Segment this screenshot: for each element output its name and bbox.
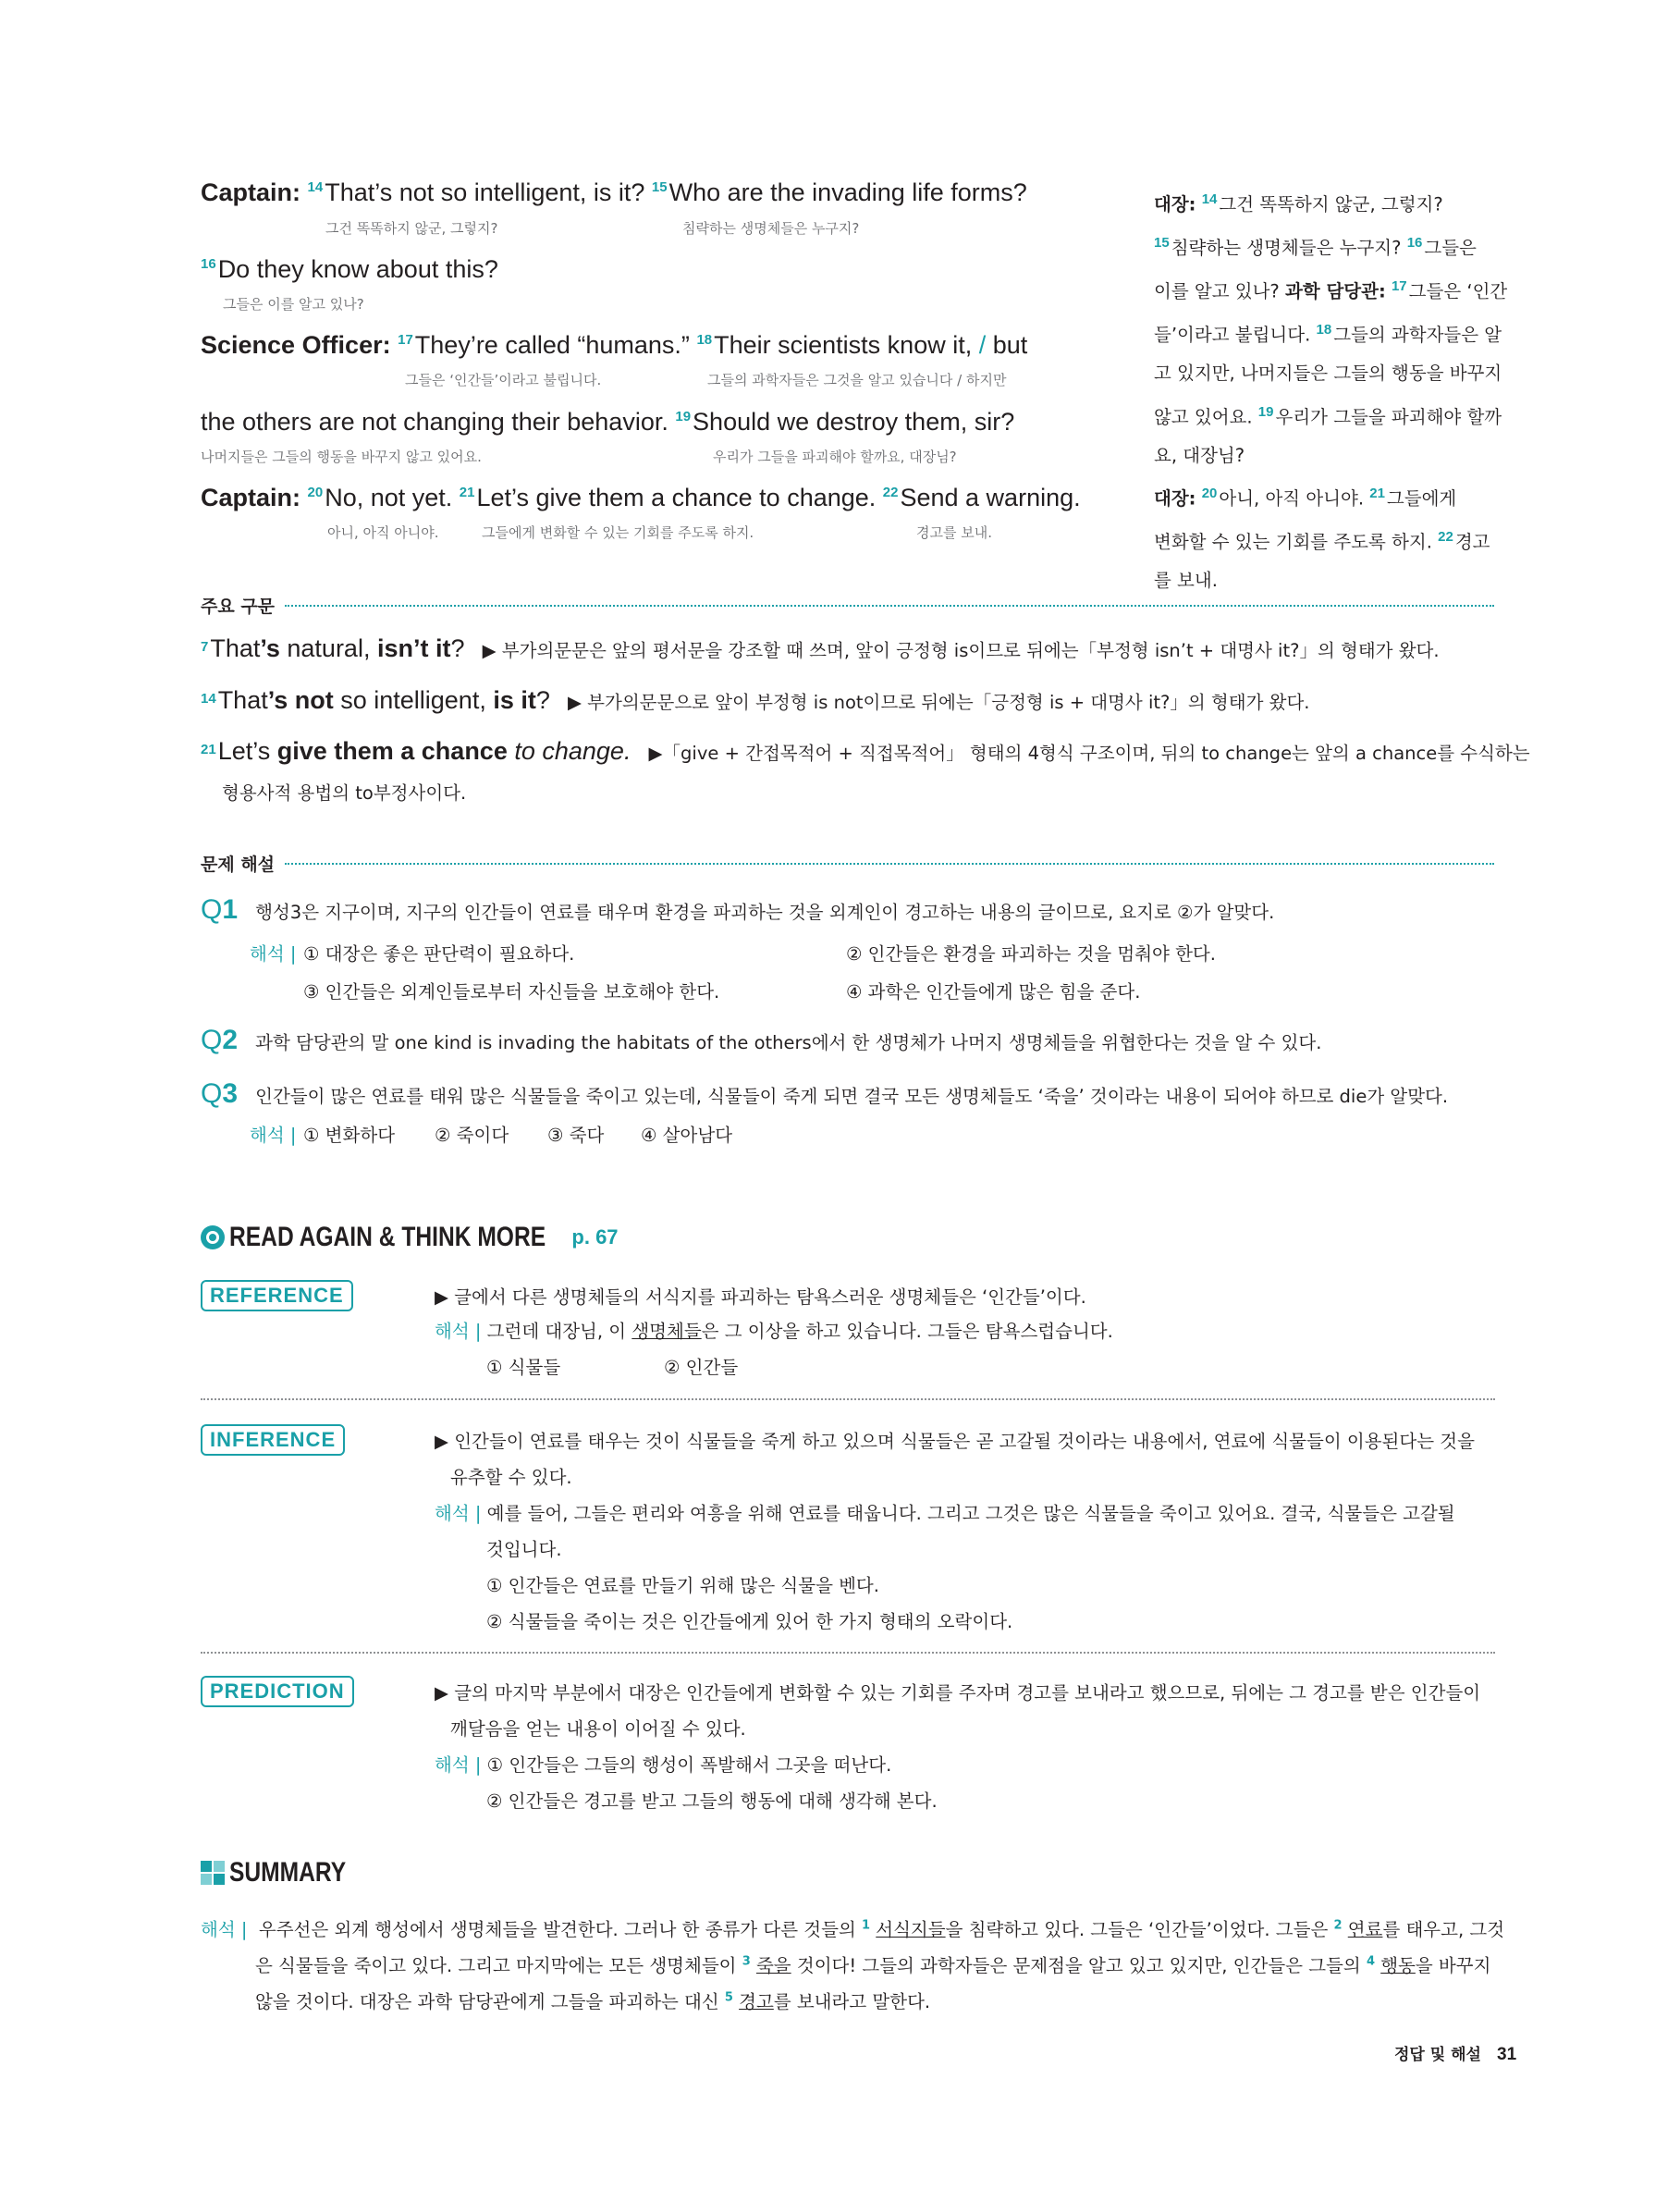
dialogue-sentence: Who are the invading life forms? (668, 178, 1027, 206)
question-label: Q1 (201, 894, 239, 925)
question-explanation: 인간들이 많은 연료를 태워 많은 식물들을 죽이고 있는데, 식물들이 죽게 되면 결국 모든 생명체들도 ‘죽을’ 것이라는 내용이 되어야 하므로 die가 알맞다. (255, 1086, 1449, 1107)
grammar-sentence: That’s not so intelligent, is it? (217, 686, 550, 714)
option-4: ④ 살아남다 (641, 1125, 733, 1146)
dialogue-gloss: 침략하는 생명체들은 누구지? (682, 220, 860, 237)
summary-line-3: 않을 것이다. 대장은 과학 담당관에게 그들을 파괴하는 대신 $^5$ 경고를 보내라고 말한다. (255, 1990, 931, 2012)
grammar-note: ▶ 부가의문문은 앞의 평서문을 강조할 때 쓰며, 앞이 긍정형 is이므로 뒤에는「부정형 isn’t + 대명사 it?」의 형태가 왔다. (482, 640, 1440, 661)
grammar-item-1 (201, 634, 1440, 663)
summary-title: SUMMARY (229, 1857, 347, 1888)
dialogue-sentence: Let’s give them a chance to change. (476, 484, 877, 511)
question-1 (201, 894, 1274, 926)
sentence-number: 15 (651, 179, 668, 195)
translation-line: 않고 있어요. $^{19}$ 우리가 그들을 파괴해야 할까 (1154, 403, 1502, 427)
sentence-number: 19 (675, 409, 692, 424)
full-translation (1154, 180, 1524, 600)
dialogue-gloss: 나머지들은 그들의 행동을 바꾸지 않고 있어요. (201, 449, 482, 465)
dialogue-sentence: but (992, 331, 1028, 359)
grammar-note: ▶ 부가의문문으로 앞이 부정형 is not이므로 뒤에는「긍정형 is + 대명사 it?」의 형태가 왔다. (567, 692, 1310, 713)
translation-line: 고 있지만, 나머지들은 그들의 행동을 바꾸지 (1154, 363, 1502, 384)
summary-line-1: 해석 | 우주선은 외계 행성에서 생명체들을 발견한다. 그러나 한 종류가 다른 것들의 $^1$ 서식지들을 침략하고 있다. 그들은 ‘인간들’이었다. 그들은 $^2$ 연료를 태우고, 그것 (201, 1918, 1505, 1940)
option-2: ② 인간들은 환경을 파괴하는 것을 멈춰야 한다. (846, 943, 1216, 965)
grammar-note-cont: 형용사적 용법의 to부정사이다. (222, 782, 467, 804)
slash-mark: / (978, 331, 987, 359)
grammar-heading: 주요 구문 (201, 597, 276, 617)
read-again-header (201, 1222, 619, 1253)
dialogue-line-3 (201, 331, 1027, 360)
sentence-number: 18 (696, 332, 713, 348)
sentence-number: 17 (398, 332, 413, 348)
translation-label: 해석 | (250, 1125, 297, 1146)
dialogue-sentence: No, not yet. (325, 484, 453, 511)
dialogue-gloss: 그들은 이를 알고 있나? (223, 296, 364, 313)
sentence-number: 16 (201, 256, 216, 272)
dialogue-gloss: 그건 똑똑하지 않군, 그렇지? (325, 220, 498, 237)
option-2: ② 식물들을 죽이는 것은 인간들에게 있어 한 가지 형태의 오락이다. (486, 1611, 1013, 1632)
grammar-sentence: Let’s give them a chance to change. (217, 737, 632, 765)
dialogue-line-4 (201, 408, 1014, 437)
reference-translation: 해석 | 그런데 대장님, 이 생명체들은 그 이상을 하고 있습니다. 그들은 탐욕스럽습니다. (435, 1321, 1113, 1342)
translation-line: 요, 대장님? (1154, 444, 1245, 466)
inference-label: INFERENCE (201, 1424, 345, 1456)
sentence-number: 22 (882, 485, 899, 500)
bullet-circle-icon (201, 1225, 225, 1249)
summary-line-2: 은 식물들을 죽이고 있다. 그리고 마지막에는 모든 생명체들이 $^3$ 죽을 것이다! 그들의 과학자들은 문제점을 알고 있고 있지만, 인간들은 그들의 $^4$ 행동을 바꾸지 (255, 1954, 1491, 1976)
reference-label: REFERENCE (201, 1280, 353, 1311)
page-reference: p. 67 (571, 1225, 619, 1249)
speaker-label: Captain: (201, 484, 300, 511)
question-2 (201, 1025, 1321, 1056)
dialogue-gloss: 아니, 아직 아니야. (327, 524, 439, 541)
prediction-label: PREDICTION (201, 1676, 354, 1707)
option-1: ① 변화하다 (303, 1125, 396, 1146)
sentence-number: 14 (201, 690, 216, 707)
question-label: Q2 (201, 1025, 239, 1055)
grammar-item-2 (201, 686, 1310, 715)
option-2: ② 인간들 (664, 1357, 739, 1378)
page-footer (1394, 2041, 1516, 2065)
sentence-number: 14 (307, 179, 324, 195)
dialogue-line-1 (201, 178, 1027, 207)
read-again-title: READ AGAIN & THINK MORE (229, 1222, 546, 1252)
option-3: ③ 죽다 (547, 1125, 605, 1146)
speaker-label: Captain: (201, 178, 300, 206)
dialogue-gloss: 경고를 보내. (916, 524, 992, 541)
inference-translation-cont: 것입니다. (486, 1539, 562, 1560)
dialogue-gloss: 그들에게 변화할 수 있는 기회를 주도록 하지. (482, 524, 754, 541)
prediction-text-cont: 깨달음을 얻는 내용이 이어질 수 있다. (450, 1718, 746, 1740)
summary-squares-icon (201, 1861, 225, 1885)
translation-line: 들’이라고 불립니다. $^{18}$ 그들의 과학자들은 알 (1154, 322, 1502, 346)
option-2: ② 죽이다 (435, 1125, 509, 1146)
sentence-number: 7 (201, 638, 209, 655)
inference-text: ▶ 인간들이 연료를 태우는 것이 식물들을 죽게 하고 있으며 식물들은 곧 고갈될 것이라는 내용에서, 연료에 식물들이 이용된다는 것을 (435, 1431, 1475, 1452)
translation-line: $^{15}$ 침략하는 생명체들은 누구지? $^{16}$ 그들은 (1154, 235, 1477, 259)
dialogue-gloss: 그들은 ‘인간들’이라고 불립니다. (405, 372, 602, 388)
option-4: ④ 과학은 인간들에게 많은 힘을 준다. (846, 981, 1141, 1003)
dialogue-sentence: They’re called “humans.” (414, 331, 690, 359)
dialogue-gloss: 우리가 그들을 파괴해야 할까요, 대장님? (713, 449, 957, 465)
speaker-label: Science Officer: (201, 331, 391, 359)
dialogue-sentence: the others are not changing their behavior. (201, 408, 668, 436)
grammar-note: ▶「give + 간접목적어 + 직접목적어」 형태의 4형식 구조이며, 뒤의 to change는 앞의 a chance를 수식하는 (648, 743, 1530, 764)
section-divider (201, 1652, 1495, 1654)
prediction-translation: 해석 | ① 인간들은 그들의 행성이 폭발해서 그곳을 떠난다. (435, 1754, 892, 1776)
dialogue-sentence: Their scientists know it, (714, 331, 973, 359)
sentence-number: 20 (307, 485, 324, 500)
page-number: 31 (1497, 2045, 1517, 2064)
question-explanation: 행성3은 지구이며, 지구의 인간들이 연료를 태우며 환경을 파괴하는 것을 외계인이 경고하는 내용의 글이므로, 요지로 ②가 알맞다. (255, 902, 1275, 923)
dialogue-sentence: Do they know about this? (217, 255, 498, 283)
dialogue-sentence: That’s not so intelligent, is it? (325, 178, 645, 206)
answers-heading: 문제 해설 (201, 855, 276, 875)
translation-line: 대장: $^{20}$ 아니, 아직 아니야. $^{21}$ 그들에게 (1154, 486, 1457, 510)
footer-label: 정답 및 해설 (1394, 2046, 1481, 2064)
dialogue-gloss: 그들의 과학자들은 그것을 알고 있습니다 / 하지만 (707, 372, 1007, 388)
sentence-number: 21 (459, 485, 475, 500)
option-2: ② 인간들은 경고를 받고 그들의 행동에 대해 생각해 본다. (486, 1790, 938, 1812)
inference-text-cont: 유추할 수 있다. (450, 1467, 572, 1488)
reference-text: ▶ 글에서 다른 생명체들의 서식지를 파괴하는 탐욕스러운 생명체들은 ‘인간들’이다. (435, 1286, 1086, 1308)
option-1: ① 식물들 (486, 1357, 561, 1378)
inference-translation: 해석 | 예를 들어, 그들은 편리와 여흥을 위해 연료를 태웁니다. 그리고 그것은 많은 식물들을 죽이고 있어요. 결국, 식물들은 고갈될 (435, 1503, 1455, 1524)
dialogue-line-5 (201, 484, 1081, 512)
dialogue-sentence: Should we destroy them, sir? (693, 408, 1015, 436)
answers-divider (285, 863, 1494, 865)
translation-line: 대장: $^{14}$ 그건 똑똑하지 않군, 그렇지? (1154, 191, 1443, 215)
dialogue-line-2 (201, 255, 498, 284)
grammar-item-3 (201, 737, 1530, 766)
option-1: ① 대장은 좋은 판단력이 필요하다. (303, 943, 575, 965)
option-1: ① 인간들은 연료를 만들기 위해 많은 식물을 벤다. (486, 1575, 879, 1596)
prediction-text: ▶ 글의 마지막 부분에서 대장은 인간들에게 변화할 수 있는 기회를 주자며 경고를 보내라고 했으므로, 뒤에는 그 경고를 받은 인간들이 (435, 1682, 1481, 1704)
dialogue-sentence: Send a warning. (900, 484, 1081, 511)
translation-line: 변화할 수 있는 기회를 주도록 하지. $^{22}$ 경고 (1154, 529, 1490, 553)
sentence-number: 21 (201, 741, 216, 757)
question-label: Q3 (201, 1078, 239, 1109)
translation-line: 를 보내. (1154, 570, 1218, 591)
grammar-sentence: That’s natural, isn’t it? (210, 634, 465, 662)
grammar-divider (285, 605, 1494, 607)
translation-label: 해석 | (250, 943, 297, 965)
summary-header (201, 1857, 372, 1889)
section-divider (201, 1398, 1495, 1400)
translation-line: 이를 알고 있나? 과학 담당관: $^{17}$ 그들은 ‘인간 (1154, 278, 1508, 302)
option-3: ③ 인간들은 외계인들로부터 자신들을 보호해야 한다. (303, 981, 720, 1003)
question-explanation: 과학 담당관의 말 one kind is invading the habitats of the others에서 한 생명체가 나머지 생명체들을 위협한다는 것을 알 수 있다. (255, 1032, 1322, 1053)
question-3 (201, 1078, 1448, 1110)
